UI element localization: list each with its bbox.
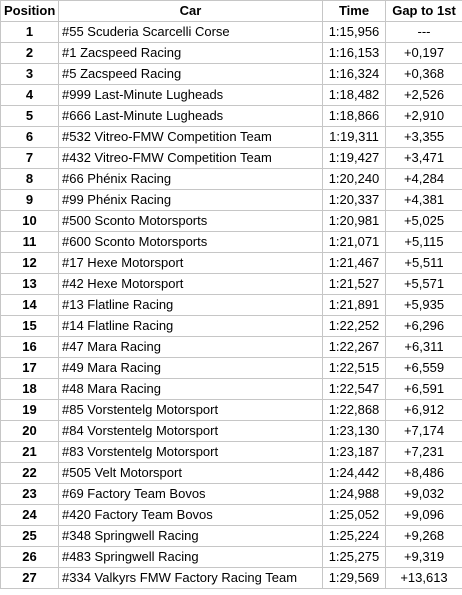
cell-gap: +3,471 [386, 148, 462, 169]
cell-position: 20 [1, 421, 59, 442]
cell-position: 16 [1, 337, 59, 358]
cell-car: #83 Vorstentelg Motorsport [59, 442, 323, 463]
cell-time: 1:25,275 [323, 547, 386, 568]
cell-car: #1 Zacspeed Racing [59, 43, 323, 64]
cell-car: #49 Mara Racing [59, 358, 323, 379]
cell-position: 9 [1, 190, 59, 211]
cell-car: #47 Mara Racing [59, 337, 323, 358]
table-row [1, 148, 462, 169]
cell-time: 1:23,130 [323, 421, 386, 442]
table-row [1, 64, 462, 85]
cell-car: #42 Hexe Motorsport [59, 274, 323, 295]
table-row [1, 106, 462, 127]
cell-gap: +6,311 [386, 337, 462, 358]
cell-gap: +5,935 [386, 295, 462, 316]
table-row [1, 421, 462, 442]
cell-time: 1:19,311 [323, 127, 386, 148]
header-time: Time [323, 1, 386, 22]
cell-time: 1:16,324 [323, 64, 386, 85]
cell-car: #55 Scuderia Scarcelli Corse [59, 22, 323, 43]
table-row [1, 505, 462, 526]
table-header [1, 1, 462, 22]
cell-gap: --- [386, 22, 462, 43]
cell-gap: +2,910 [386, 106, 462, 127]
cell-car: #532 Vitreo-FMW Competition Team [59, 127, 323, 148]
table-body [1, 22, 462, 589]
cell-car: #99 Phénix Racing [59, 190, 323, 211]
header-position: Position [1, 1, 59, 22]
cell-gap: +0,197 [386, 43, 462, 64]
cell-car: #69 Factory Team Bovos [59, 484, 323, 505]
table-row [1, 568, 462, 589]
table-row [1, 190, 462, 211]
cell-position: 2 [1, 43, 59, 64]
cell-gap: +6,559 [386, 358, 462, 379]
cell-gap: +4,284 [386, 169, 462, 190]
cell-time: 1:22,515 [323, 358, 386, 379]
cell-position: 6 [1, 127, 59, 148]
cell-car: #13 Flatline Racing [59, 295, 323, 316]
cell-car: #483 Springwell Racing [59, 547, 323, 568]
cell-time: 1:25,224 [323, 526, 386, 547]
cell-gap: +9,268 [386, 526, 462, 547]
table-row [1, 169, 462, 190]
cell-position: 3 [1, 64, 59, 85]
cell-time: 1:22,252 [323, 316, 386, 337]
cell-gap: +9,319 [386, 547, 462, 568]
table-row [1, 400, 462, 421]
cell-gap: +5,025 [386, 211, 462, 232]
table-row [1, 232, 462, 253]
table-row [1, 85, 462, 106]
cell-time: 1:24,988 [323, 484, 386, 505]
table-row [1, 211, 462, 232]
cell-position: 23 [1, 484, 59, 505]
cell-car: #334 Valkyrs FMW Factory Racing Team [59, 568, 323, 589]
cell-car: #420 Factory Team Bovos [59, 505, 323, 526]
cell-time: 1:16,153 [323, 43, 386, 64]
cell-position: 25 [1, 526, 59, 547]
table-row [1, 526, 462, 547]
cell-position: 7 [1, 148, 59, 169]
cell-position: 19 [1, 400, 59, 421]
cell-gap: +9,032 [386, 484, 462, 505]
cell-time: 1:22,267 [323, 337, 386, 358]
cell-position: 11 [1, 232, 59, 253]
cell-car: #17 Hexe Motorsport [59, 253, 323, 274]
cell-gap: +9,096 [386, 505, 462, 526]
cell-time: 1:29,569 [323, 568, 386, 589]
header-gap: Gap to 1st [386, 1, 462, 22]
cell-position: 1 [1, 22, 59, 43]
cell-position: 27 [1, 568, 59, 589]
cell-position: 5 [1, 106, 59, 127]
table-row [1, 43, 462, 64]
cell-car: #85 Vorstentelg Motorsport [59, 400, 323, 421]
cell-car: #66 Phénix Racing [59, 169, 323, 190]
table-row [1, 358, 462, 379]
cell-position: 10 [1, 211, 59, 232]
cell-car: #600 Sconto Motorsports [59, 232, 323, 253]
table-row [1, 253, 462, 274]
table-row [1, 337, 462, 358]
cell-position: 4 [1, 85, 59, 106]
cell-time: 1:21,467 [323, 253, 386, 274]
table-row [1, 442, 462, 463]
cell-gap: +2,526 [386, 85, 462, 106]
cell-gap: +6,591 [386, 379, 462, 400]
header-row [1, 1, 462, 22]
cell-car: #84 Vorstentelg Motorsport [59, 421, 323, 442]
cell-time: 1:22,868 [323, 400, 386, 421]
cell-car: #348 Springwell Racing [59, 526, 323, 547]
cell-time: 1:15,956 [323, 22, 386, 43]
table-row [1, 379, 462, 400]
cell-position: 8 [1, 169, 59, 190]
cell-car: #5 Zacspeed Racing [59, 64, 323, 85]
cell-time: 1:22,547 [323, 379, 386, 400]
cell-gap: +6,296 [386, 316, 462, 337]
cell-position: 26 [1, 547, 59, 568]
cell-gap: +5,115 [386, 232, 462, 253]
cell-time: 1:18,482 [323, 85, 386, 106]
cell-time: 1:19,427 [323, 148, 386, 169]
cell-gap: +13,613 [386, 568, 462, 589]
cell-time: 1:24,442 [323, 463, 386, 484]
table-row [1, 22, 462, 43]
cell-time: 1:21,527 [323, 274, 386, 295]
cell-car: #666 Last-Minute Lugheads [59, 106, 323, 127]
table-row [1, 127, 462, 148]
cell-car: #999 Last-Minute Lugheads [59, 85, 323, 106]
cell-time: 1:20,337 [323, 190, 386, 211]
cell-gap: +4,381 [386, 190, 462, 211]
cell-car: #48 Mara Racing [59, 379, 323, 400]
cell-position: 13 [1, 274, 59, 295]
cell-gap: +5,571 [386, 274, 462, 295]
cell-car: #432 Vitreo-FMW Competition Team [59, 148, 323, 169]
cell-time: 1:18,866 [323, 106, 386, 127]
cell-position: 18 [1, 379, 59, 400]
cell-time: 1:20,981 [323, 211, 386, 232]
table-row [1, 316, 462, 337]
cell-gap: +8,486 [386, 463, 462, 484]
table-row [1, 274, 462, 295]
cell-time: 1:21,071 [323, 232, 386, 253]
cell-time: 1:23,187 [323, 442, 386, 463]
cell-time: 1:25,052 [323, 505, 386, 526]
cell-position: 14 [1, 295, 59, 316]
cell-position: 21 [1, 442, 59, 463]
table-row [1, 547, 462, 568]
header-car: Car [59, 1, 323, 22]
cell-time: 1:21,891 [323, 295, 386, 316]
cell-position: 12 [1, 253, 59, 274]
table-row [1, 295, 462, 316]
cell-car: #14 Flatline Racing [59, 316, 323, 337]
cell-gap: +7,174 [386, 421, 462, 442]
cell-gap: +0,368 [386, 64, 462, 85]
cell-car: #500 Sconto Motorsports [59, 211, 323, 232]
table-row [1, 463, 462, 484]
cell-position: 17 [1, 358, 59, 379]
cell-gap: +5,511 [386, 253, 462, 274]
cell-car: #505 Velt Motorsport [59, 463, 323, 484]
cell-position: 24 [1, 505, 59, 526]
cell-gap: +7,231 [386, 442, 462, 463]
table-row [1, 484, 462, 505]
cell-position: 22 [1, 463, 59, 484]
cell-gap: +6,912 [386, 400, 462, 421]
cell-time: 1:20,240 [323, 169, 386, 190]
cell-position: 15 [1, 316, 59, 337]
cell-gap: +3,355 [386, 127, 462, 148]
